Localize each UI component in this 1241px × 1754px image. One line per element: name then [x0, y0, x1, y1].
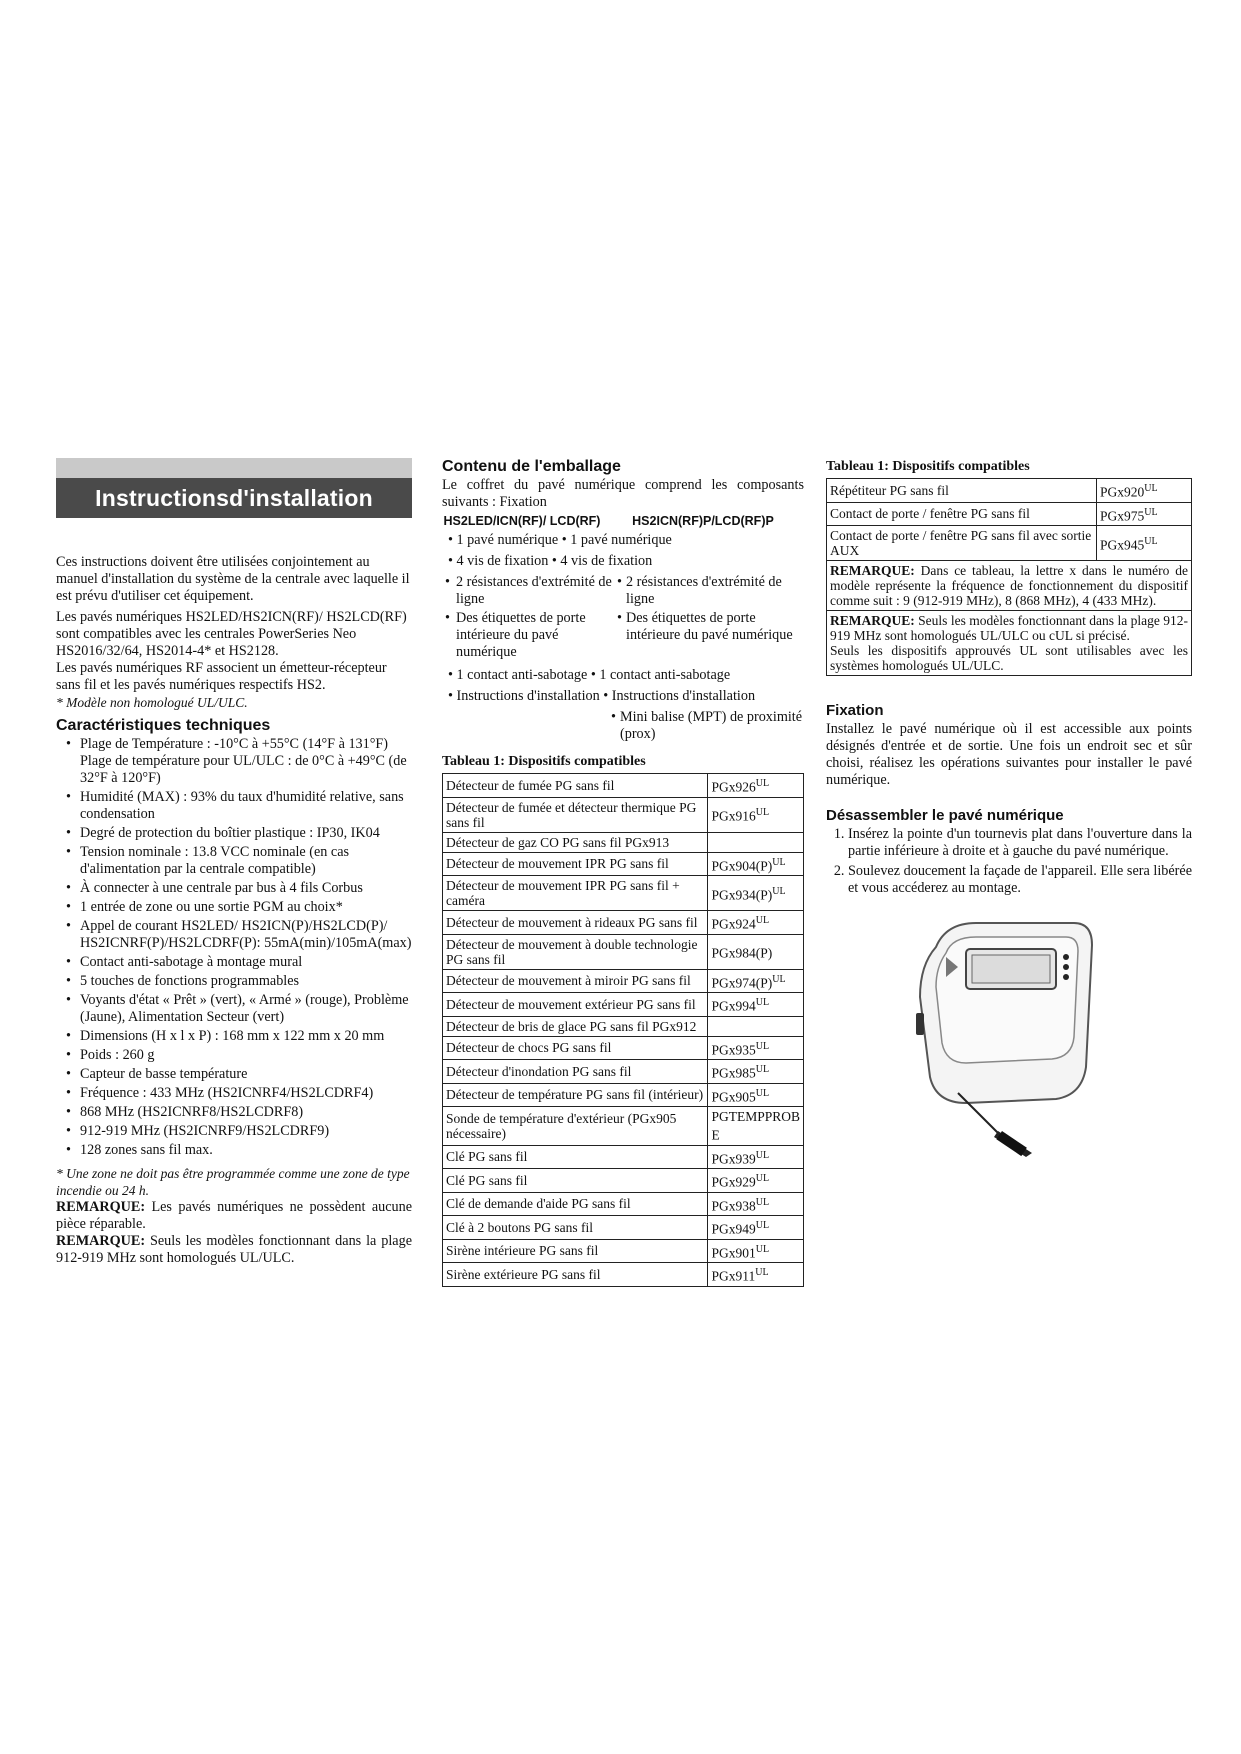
device-code: PGTEMPPROB E — [711, 1109, 800, 1143]
table-row — [443, 774, 804, 798]
remarque-extra: Seuls les dispositifs approuvés UL sont utilisables avec les systèmes homologués UL/ULC. — [830, 643, 1188, 673]
device-name-cell: Détecteur de température PG sans fil (intérieur) — [443, 1083, 708, 1107]
table-row — [443, 852, 804, 876]
ul-mark: UL — [755, 1087, 770, 1099]
list-item: • 5 touches de fonctions programmables — [64, 973, 412, 990]
package-column-heads — [442, 515, 804, 528]
device-code: PGx920 — [1100, 484, 1145, 500]
device-code-cell — [708, 1083, 804, 1107]
list-item: 1. Insérez la pointe d'un tournevis plat dans l'ouverture dans la partie inférieure à droite et à gauche du pavé numérique. — [848, 826, 1192, 860]
table-row — [443, 1169, 804, 1193]
list-item: 2. Soulevez doucement la façade de l'appareil. Elle sera libérée et vous accéderez au montage. — [848, 863, 1192, 897]
ul-mark: UL — [772, 973, 786, 985]
ul-mark: UL — [772, 885, 786, 897]
device-name-cell: Détecteur de mouvement IPR PG sans fil + caméra — [443, 876, 708, 911]
device-name-cell: Détecteur de mouvement extérieur PG sans fil — [443, 993, 708, 1017]
table-row — [443, 1107, 804, 1146]
device-code-cell — [708, 1145, 804, 1169]
table-row — [443, 797, 804, 832]
device-name-cell: Répétiteur PG sans fil — [827, 479, 1097, 503]
package-instructions-line: • Instructions d'installation • Instructions d'installation — [448, 688, 756, 704]
remarque-label: REMARQUE: — [830, 613, 915, 628]
device-name-cell: Détecteur d'inondation PG sans fil — [443, 1060, 708, 1084]
table-row — [443, 993, 804, 1017]
page-title: Instructionsd'installation — [56, 478, 412, 518]
disassemble-heading: Désassembler le pavé numérique — [826, 807, 1064, 824]
list-item: • Capteur de basse température — [64, 1066, 412, 1083]
table-row — [827, 526, 1192, 561]
head-left: HS2LED/ICN(RF)/ LCD(RF) — [443, 514, 601, 528]
table-row — [827, 479, 1192, 503]
specs-heading: Caractéristiques techniques — [56, 717, 271, 734]
ul-mark: UL — [755, 1149, 770, 1161]
ul-mark: UL — [1144, 506, 1158, 518]
keypad-screwdriver-icon — [906, 917, 1096, 1157]
list-item: • Appel de courant HS2LED/ HS2ICN(P)/HS2LCD(P)/ HS2ICNRF(P)/HS2LCDRF(P): 55mA(min)/105mA(max) — [64, 918, 412, 952]
list-item: • 912-919 MHz (HS2ICNRF9/HS2LCDRF9) — [64, 1123, 412, 1140]
list-item: • Fréquence : 433 MHz (HS2ICNRF4/HS2LCDRF4) — [64, 1085, 412, 1102]
device-code: PGx945 — [1100, 537, 1145, 553]
remarque-2 — [56, 1233, 412, 1267]
table-row — [443, 969, 804, 993]
list-item: • 868 MHz (HS2ICNRF8/HS2LCDRF8) — [64, 1104, 412, 1121]
column-left — [56, 458, 412, 1267]
remarque-1 — [56, 1199, 412, 1233]
compatible-devices-table — [442, 773, 804, 1287]
labels-right: • Des étiquettes de porte intérieure du pavé numérique — [616, 610, 804, 661]
remarque-text: Seuls les modèles fonctionnant dans la plage 912-919 MHz sont homologués UL/ULC. — [56, 1233, 412, 1266]
table-row — [443, 876, 804, 911]
table-row — [443, 1263, 804, 1287]
ul-mark: UL — [755, 997, 770, 1008]
ul-mark: UL — [755, 1173, 770, 1184]
device-code: PGx924 — [711, 916, 756, 932]
device-code: PGx994 — [711, 998, 756, 1014]
table-title: Tableau 1: Dispositifs compatibles — [442, 754, 646, 769]
device-code-cell — [708, 1239, 804, 1263]
device-name-cell: Clé de demande d'aide PG sans fil — [443, 1192, 708, 1216]
device-name-cell: Clé PG sans fil — [443, 1145, 708, 1169]
resistors-left: • 2 résistances d'extrémité de ligne — [442, 574, 616, 608]
device-code-cell — [708, 969, 804, 993]
device-code-cell — [708, 934, 804, 969]
ul-mark: UL — [755, 1196, 770, 1208]
device-name-cell: Clé PG sans fil — [443, 1169, 708, 1193]
table-row — [443, 911, 804, 935]
device-code-cell — [708, 1016, 804, 1036]
device-code: PGx934(P) — [711, 887, 773, 903]
package-keypad-line: • 1 pavé numérique • 1 pavé numérique — [448, 532, 672, 548]
table-row — [443, 1239, 804, 1263]
list-item: • Voyants d'état « Prêt » (vert), « Armé » (rouge), Problème (Jaune), Alimentation Secteur (vert) — [64, 992, 412, 1026]
device-code-cell — [708, 993, 804, 1017]
package-tamper-line: • 1 contact anti-sabotage • 1 contact anti-sabotage — [448, 667, 731, 683]
package-labels-row — [442, 610, 804, 661]
list-item: • Tension nominale : 13.8 VCC nominale (en cas d'alimentation par la centrale compatible) — [64, 844, 412, 878]
ul-mark: UL — [755, 1040, 770, 1052]
device-name-cell: Clé à 2 boutons PG sans fil — [443, 1216, 708, 1240]
device-code-cell — [708, 1216, 804, 1240]
head-right: HS2ICN(RF)P/LCD(RF)P — [632, 514, 774, 528]
list-item: • Contact anti-sabotage à montage mural — [64, 954, 412, 971]
fixation-text: Installez le pavé numérique où il est accessible aux points désignés d'entrée et de sortie. Une fois un endroit sec et sûr choisi, réalisez les opérations suivantes pour installer le pavé numérique. — [826, 721, 1192, 788]
device-code-cell — [708, 852, 804, 876]
device-name-cell: Détecteur de mouvement à rideaux PG sans fil — [443, 911, 708, 935]
package-intro: Le coffret du pavé numérique comprend les composants suivants : Fixation — [442, 477, 804, 510]
compatible-devices-table-continued — [826, 478, 1192, 561]
device-code-cell — [1097, 479, 1192, 503]
ul-mark: UL — [772, 856, 786, 868]
remarque-label: REMARQUE: — [830, 563, 915, 578]
device-code-cell — [708, 774, 804, 798]
intro-footnote: * Modèle non homologué UL/ULC. — [56, 695, 248, 710]
device-name-cell: Détecteur de fumée et détecteur thermique PG sans fil — [443, 797, 708, 832]
device-code: PGx901 — [711, 1245, 756, 1260]
remarque-text: Les pavés numériques ne possèdent aucune pièce réparable. — [56, 1199, 412, 1232]
intro-paragraph-2: Les pavés numériques HS2LED/HS2ICN(RF)/ HS2LCD(RF) sont compatibles avec les centrales PowerSeries Neo HS2016/32/64, HS2014-4* et HS2128. — [56, 609, 407, 659]
intro-paragraph-3: Les pavés numériques RF associent un émetteur-récepteur sans fil et les pavés numériques respectifs HS2. — [56, 660, 387, 693]
device-code: PGx975 — [1100, 508, 1145, 523]
list-item: • 128 zones sans fil max. — [64, 1142, 412, 1159]
zone-footnote: * Une zone ne doit pas être programmée comme une zone de type incendie ou 24 h. — [56, 1166, 410, 1198]
device-code: PGx984(P) — [711, 945, 773, 961]
device-code: PGx938 — [711, 1198, 756, 1213]
device-code: PGx974(P) — [711, 975, 773, 990]
list-item: • À connecter à une centrale par bus à 4 fils Corbus — [64, 880, 412, 897]
package-mpt-row — [442, 709, 804, 743]
resistors-right: • 2 résistances d'extrémité de ligne — [616, 574, 804, 608]
list-item: • 1 entrée de zone ou une sortie PGM au choix* — [64, 899, 412, 916]
device-code: PGx904(P) — [711, 858, 773, 873]
device-name-cell: Détecteur de chocs PG sans fil — [443, 1036, 708, 1060]
ul-mark: UL — [1144, 535, 1158, 547]
device-code: PGx949 — [711, 1221, 756, 1237]
device-code: PGx935 — [711, 1042, 756, 1057]
device-name-cell: Détecteur de mouvement à double technologie PG sans fil — [443, 934, 708, 969]
table-row — [443, 1216, 804, 1240]
package-heading: Contenu de l'emballage — [442, 458, 621, 475]
device-name-cell: Détecteur de mouvement à miroir PG sans fil — [443, 969, 708, 993]
list-item: • Humidité (MAX) : 93% du taux d'humidité relative, sans condensation — [64, 789, 412, 823]
device-code-cell — [708, 1263, 804, 1287]
package-screws-line: • 4 vis de fixation • 4 vis de fixation — [448, 553, 653, 569]
ul-mark: UL — [755, 1267, 769, 1278]
package-resistors-row — [442, 574, 804, 608]
list-item: • Degré de protection du boîtier plastique : IP30, IK04 — [64, 825, 412, 842]
remarque-text: Seuls les modèles fonctionnant dans la plage 912-919 MHz sont homologués UL/ULC ou cUL si précisé. — [830, 613, 1188, 643]
table-row — [827, 502, 1192, 526]
device-code-cell — [1097, 502, 1192, 526]
remarque-box-2 — [826, 611, 1192, 676]
fixation-heading: Fixation — [826, 702, 884, 719]
device-code-cell — [708, 911, 804, 935]
table-row — [443, 1192, 804, 1216]
mpt-item: • Mini balise (MPT) de proximité (prox) — [610, 709, 804, 743]
list-item: • Plage de Température : -10°C à +55°C (14°F à 131°F) Plage de température pour UL/ULC : de 0°C à +49°C (de 32°F à 120°F) — [64, 736, 412, 787]
disassemble-steps — [826, 826, 1192, 897]
device-code-cell — [708, 1192, 804, 1216]
table-row — [443, 1145, 804, 1169]
ul-mark: UL — [755, 1064, 770, 1075]
table-row — [443, 1060, 804, 1084]
list-item: • Poids : 260 g — [64, 1047, 412, 1064]
device-code-cell — [708, 1169, 804, 1193]
labels-left: • Des étiquettes de porte intérieure du pavé numérique — [442, 610, 616, 661]
device-name-cell: Détecteur de mouvement IPR PG sans fil — [443, 852, 708, 876]
device-code: PGx926 — [711, 779, 756, 795]
ul-mark: UL — [755, 778, 770, 789]
column-middle — [442, 458, 804, 1287]
column-right — [826, 458, 1192, 1162]
intro-paragraph-1: Ces instructions doivent être utilisées conjointement au manuel d'installation du système de la centrale avec laquelle il est prévu d'utiliser cet équipement. — [56, 554, 410, 604]
ul-mark: UL — [755, 1243, 770, 1255]
device-name-cell: Sirène extérieure PG sans fil — [443, 1263, 708, 1287]
ul-mark: UL — [755, 915, 770, 926]
device-code-cell — [708, 832, 804, 852]
ul-mark: UL — [1144, 483, 1158, 494]
device-name-cell: Sirène intérieure PG sans fil — [443, 1239, 708, 1263]
device-code: PGx939 — [711, 1151, 756, 1166]
device-code-cell — [708, 1060, 804, 1084]
table-row — [443, 934, 804, 969]
ul-mark: UL — [755, 807, 770, 819]
title-banner — [56, 458, 412, 511]
device-code-cell — [708, 1107, 804, 1146]
device-name-cell: Contact de porte / fenêtre PG sans fil avec sortie AUX — [827, 526, 1097, 561]
remarque-text: Dans ce tableau, la lettre x dans le numéro de modèle représente la fréquence de fonctionnement du dispositif comme suit : 9 (912-919 MHz), 8 (868 MHz), 4 (433 MHz). — [830, 563, 1188, 608]
device-name-cell: Détecteur de bris de glace PG sans fil PGx912 — [443, 1016, 708, 1036]
ul-mark: UL — [755, 1220, 770, 1231]
device-code: PGx985 — [711, 1065, 756, 1081]
device-code: PGx929 — [711, 1174, 756, 1190]
table-row — [443, 1016, 804, 1036]
keypad-illustration — [906, 917, 1192, 1162]
device-code-cell — [1097, 526, 1192, 561]
device-name-cell: Détecteur de gaz CO PG sans fil PGx913 — [443, 832, 708, 852]
table-title: Tableau 1: Dispositifs compatibles — [826, 459, 1030, 474]
device-code: PGx911 — [711, 1268, 756, 1284]
table-row — [443, 1036, 804, 1060]
remarque-label: REMARQUE: — [56, 1199, 146, 1215]
remarque-label: REMARQUE: — [56, 1233, 146, 1249]
device-code-cell — [708, 876, 804, 911]
table-row — [443, 832, 804, 852]
list-item: • Dimensions (H x l x P) : 168 mm x 122 mm x 20 mm — [64, 1028, 412, 1045]
device-name-cell: Détecteur de fumée PG sans fil — [443, 774, 708, 798]
device-name-cell: Contact de porte / fenêtre PG sans fil — [827, 502, 1097, 526]
device-code-cell — [708, 797, 804, 832]
device-name-cell: Sonde de température d'extérieur (PGx905 nécessaire) — [443, 1107, 708, 1146]
device-code: PGx916 — [711, 808, 756, 824]
device-code-cell — [708, 1036, 804, 1060]
device-code: PGx905 — [711, 1089, 756, 1104]
specs-list — [56, 736, 412, 1159]
remarque-box-1 — [826, 561, 1192, 611]
table-row — [443, 1083, 804, 1107]
